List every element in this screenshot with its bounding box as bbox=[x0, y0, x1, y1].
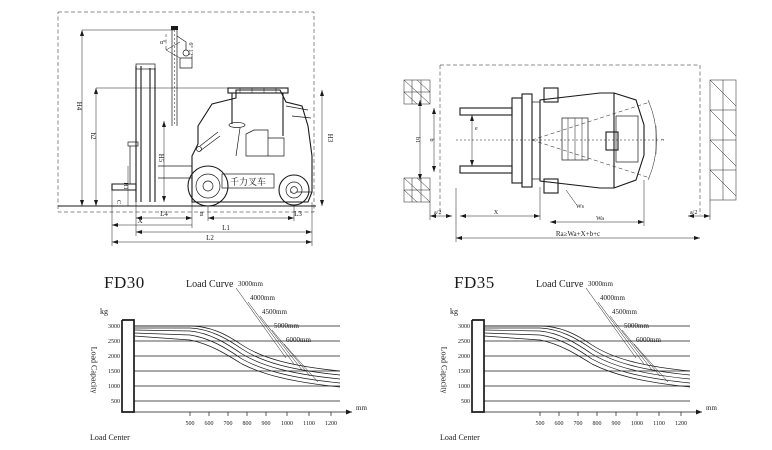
pallet-hatch-right bbox=[710, 80, 736, 200]
fd35-y-axis-label: Load Capacity bbox=[440, 346, 449, 394]
svg-text:1100: 1100 bbox=[653, 421, 665, 427]
dim-a-half-left: a/2 bbox=[434, 210, 442, 216]
fd30-ytick-500: 500 bbox=[111, 399, 120, 405]
svg-text:900: 900 bbox=[611, 421, 621, 427]
fd35-xticks bbox=[536, 412, 688, 427]
fd35-leader-lines bbox=[586, 288, 668, 382]
dim-l4: L4 bbox=[160, 210, 168, 218]
fd35-x-axis-label: Load Center bbox=[440, 433, 480, 442]
pallet-hatch-left-bottom bbox=[404, 178, 430, 202]
svg-text:700: 700 bbox=[223, 421, 233, 427]
fd35-curve-3000 bbox=[484, 326, 690, 371]
fd30-model-label: FD30 bbox=[104, 273, 145, 292]
tilt-angle-note: 6° 12° bbox=[187, 42, 193, 58]
dim-ws: Ws bbox=[576, 204, 584, 210]
dim-l3: L3 bbox=[294, 210, 302, 218]
aisle-formula: Ra≥Wa+X+b+c bbox=[555, 230, 601, 238]
fd30-x-unit: mm bbox=[356, 404, 367, 412]
brand-label: 千力叉车 bbox=[229, 177, 267, 187]
dim-e: e bbox=[475, 126, 478, 132]
svg-text:1000: 1000 bbox=[631, 421, 643, 427]
fd30-y-unit: kg bbox=[100, 307, 108, 316]
svg-text:1200: 1200 bbox=[675, 421, 687, 427]
svg-text:600: 600 bbox=[554, 421, 564, 427]
dim-x-top: X bbox=[493, 210, 499, 216]
fd30-label-6000: 6000mm bbox=[286, 336, 311, 344]
top-view-panel bbox=[400, 40, 740, 255]
dim-h3: H3 bbox=[326, 133, 334, 143]
fd35-label-4500: 4500mm bbox=[612, 308, 637, 316]
dim-l2: L2 bbox=[206, 234, 214, 242]
side-view-panel bbox=[40, 6, 340, 256]
svg-text:700: 700 bbox=[573, 421, 583, 427]
fd30-title: Load Curve bbox=[186, 279, 234, 290]
fd30-ytick-2000: 2000 bbox=[108, 354, 120, 360]
svg-text:500: 500 bbox=[535, 421, 545, 427]
fd35-title: Load Curve bbox=[536, 279, 584, 290]
dim-c: C bbox=[115, 199, 121, 205]
fd35-ytick-2000: 2000 bbox=[458, 354, 470, 360]
dim-a-half-right: a/2 bbox=[690, 210, 698, 216]
dim-h4: H4 bbox=[75, 101, 83, 111]
dim-c-top: c bbox=[659, 138, 665, 142]
load-curve-fd35 bbox=[440, 270, 740, 448]
fd30-label-4500: 4500mm bbox=[262, 308, 287, 316]
fd35-ytick-1500: 1500 bbox=[458, 369, 470, 375]
fd35-y-unit: kg bbox=[450, 307, 458, 316]
fd30-leader-lines bbox=[236, 288, 318, 382]
dim-wa: Wa bbox=[596, 216, 604, 222]
dim-b: b bbox=[428, 138, 434, 142]
fd35-ytick-2500: 2500 bbox=[458, 339, 470, 345]
fd30-xticks bbox=[186, 412, 338, 427]
alpha-angle-label: α° bbox=[160, 40, 166, 46]
dim-m: m bbox=[198, 211, 204, 217]
svg-text:1000: 1000 bbox=[281, 421, 293, 427]
dim-b1: b1 bbox=[414, 137, 420, 143]
load-curve-fd30 bbox=[90, 270, 390, 448]
fd30-ytick-1500: 1500 bbox=[108, 369, 120, 375]
fd30-label-3000: 3000mm bbox=[238, 280, 263, 288]
svg-text:500: 500 bbox=[185, 421, 195, 427]
dim-x: X bbox=[137, 217, 143, 225]
fd30-ytick-3000: 3000 bbox=[108, 324, 120, 330]
fd35-ytick-3000: 3000 bbox=[458, 324, 470, 330]
svg-text:800: 800 bbox=[592, 421, 602, 427]
dim-h2: h2 bbox=[89, 132, 97, 140]
svg-text:600: 600 bbox=[204, 421, 214, 427]
dim-h1: H1 bbox=[122, 182, 128, 190]
svg-text:1100: 1100 bbox=[303, 421, 315, 427]
dim-h5: H5 bbox=[157, 153, 165, 163]
fd30-label-4000: 4000mm bbox=[250, 294, 275, 302]
fd35-label-3000: 3000mm bbox=[588, 280, 613, 288]
fd35-label-5000: 5000mm bbox=[624, 322, 649, 330]
fd30-ytick-2500: 2500 bbox=[108, 339, 120, 345]
fd30-curve-3000 bbox=[134, 326, 340, 371]
fd35-label-6000: 6000mm bbox=[636, 336, 661, 344]
svg-text:1200: 1200 bbox=[325, 421, 337, 427]
fd30-y-axis-label: Load Capacity bbox=[90, 346, 99, 394]
pallet-hatch-left-top bbox=[404, 80, 430, 104]
fd30-ytick-1000: 1000 bbox=[108, 384, 120, 390]
dim-l1: L1 bbox=[222, 224, 230, 232]
svg-text:900: 900 bbox=[261, 421, 271, 427]
fd35-label-4000: 4000mm bbox=[600, 294, 625, 302]
svg-text:800: 800 bbox=[242, 421, 252, 427]
fd35-x-unit: mm bbox=[706, 404, 717, 412]
fd35-model-label: FD35 bbox=[454, 273, 495, 292]
fd30-x-axis-label: Load Center bbox=[90, 433, 130, 442]
fd35-ytick-1000: 1000 bbox=[458, 384, 470, 390]
fd30-label-5000: 5000mm bbox=[274, 322, 299, 330]
fd35-ytick-500: 500 bbox=[461, 399, 470, 405]
